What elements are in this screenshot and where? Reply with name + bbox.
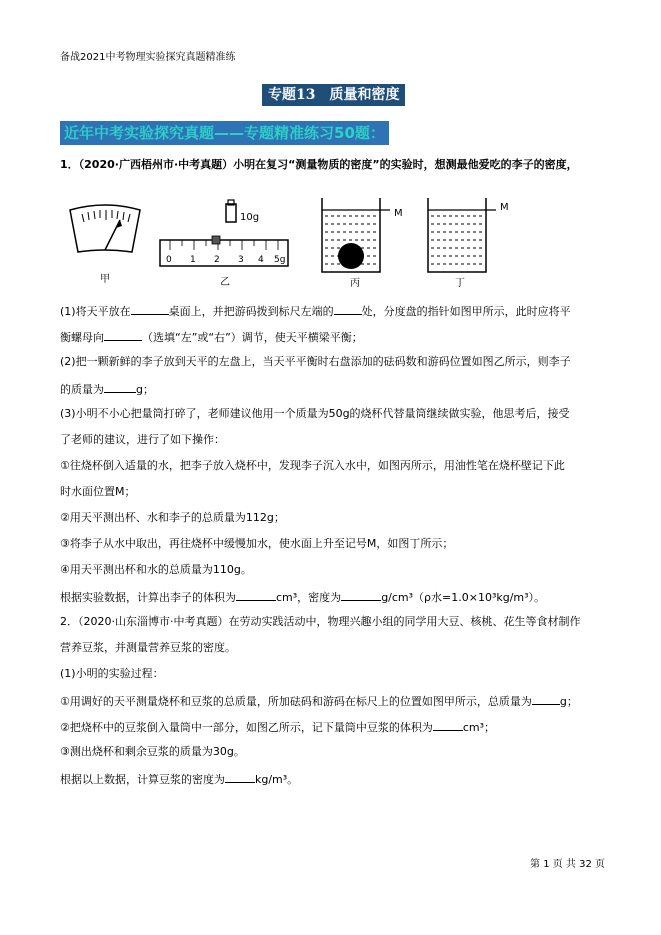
answer-blank[interactable]	[532, 693, 560, 705]
ruler-tick-5: 5g	[274, 255, 286, 265]
weight-label: 10g	[240, 212, 260, 223]
answer-blank[interactable]	[131, 303, 169, 315]
mark-label-d: M	[500, 202, 509, 213]
balance-dial-diagram	[70, 205, 140, 252]
q2-step2: ②把烧杯中的豆浆倒入量筒中一部分，如图乙所示，记下量筒中豆浆的体积为 cm³；	[60, 721, 496, 734]
q2-stem-line2: 营养豆浆，并测量营养豆浆的密度。	[60, 641, 236, 654]
q2-part1: (1)小明的实验过程：	[60, 667, 164, 680]
q1-part1-line2: 衡螺母向 （选填“左”或“右”）调节，使天平横梁平衡；	[60, 331, 363, 344]
ruler-tick-2: 2	[214, 255, 220, 265]
beaker-with-plum-diagram	[322, 198, 390, 272]
q1-part3-line2: 了老师的建议，进行了如下操作：	[60, 433, 225, 446]
mark-label-c: M	[394, 208, 403, 219]
figure-label-d: 丁	[455, 278, 465, 289]
rider-scale-diagram	[160, 200, 288, 266]
q1-step1-line2: 时水面位置M；	[60, 485, 136, 498]
answer-blank[interactable]	[236, 589, 276, 601]
answer-blank[interactable]	[104, 381, 136, 393]
q1-figure	[60, 190, 520, 290]
q2-stem-line1: 2．（2020·山东淄博市·中考真题）在劳动实践活动中，物理兴趣小组的同学用大豆、核桃、花生等食材制作	[60, 615, 581, 628]
q2-calc: 根据以上数据，计算豆浆的密度为 kg/m³。	[60, 773, 299, 786]
ruler-tick-0: 0	[166, 255, 172, 265]
q1-step1-line1: ①往烧杯倒入适量的水，把李子放入烧杯中，发现李子沉入水中，如图丙所示，用油性笔在烧杯壁记下此	[60, 459, 565, 472]
ruler-tick-4: 4	[258, 255, 264, 265]
q1-part1-line1: (1)将天平放在 桌面上，并把游码拨到标尺左端的 处，分度盘的指针如图甲所示，此时应将平	[60, 305, 571, 318]
beaker-refilled-diagram	[428, 198, 496, 272]
answer-blank[interactable]	[433, 719, 463, 731]
q2-step3: ③测出烧杯和剩余豆浆的质量为30g。	[60, 745, 245, 758]
ruler-tick-3: 3	[238, 255, 244, 265]
page-title: 专题13 质量和密度	[262, 84, 405, 106]
answer-blank[interactable]	[334, 303, 362, 315]
page-footer: 第 1 页 共 32 页	[530, 859, 605, 870]
q1-stem: 1．（2020·广西梧州市·中考真题）小明在复习“测量物质的密度”的实验时，想测最他爱吃的李子的密度，	[60, 158, 578, 171]
figure-label-c: 丙	[350, 278, 360, 289]
section-subtitle: 近年中考实验探究真题——专题精准练习50题：	[60, 121, 389, 145]
figure-label-a: 甲	[100, 274, 110, 285]
answer-blank[interactable]	[104, 329, 142, 341]
q1-calc: 根据实验数据，计算出李子的体积为 cm³，密度为 g/cm³（ρ水=1.0×10³kg/m³）。	[60, 591, 546, 604]
answer-blank[interactable]	[341, 589, 381, 601]
q1-step3: ③将李子从水中取出，再往烧杯中缓慢加水，使水面上升至记号M，如图丁所示；	[60, 537, 454, 550]
q1-part3-line1: (3)小明不小心把量筒打碎了，老师建议他用一个质量为50g的烧杯代替量筒继续做实验，他思考后，接受	[60, 407, 570, 420]
q2-step1: ①用调好的天平测量烧杯和豆浆的总质量，所加砝码和游码在标尺上的位置如图甲所示，总质量为 g；	[60, 695, 578, 708]
answer-blank[interactable]	[225, 771, 255, 783]
q1-step2: ②用天平测出杯、水和李子的总质量为112g；	[60, 511, 285, 524]
header-note: 备战2021中考物理实验探究真题精准练	[60, 52, 236, 63]
figure-label-b: 乙	[220, 277, 230, 288]
q1-part2-line2: 的质量为 g；	[60, 383, 154, 396]
ruler-tick-1: 1	[190, 255, 196, 265]
q1-step4: ④用天平测出杯和水的总质量为110g。	[60, 563, 252, 576]
q1-part2-line1: (2)把一颗新鲜的李子放到天平的左盘上，当天平平衡时右盘添加的砝码数和游码位置如图乙所示，则李子	[60, 355, 571, 368]
